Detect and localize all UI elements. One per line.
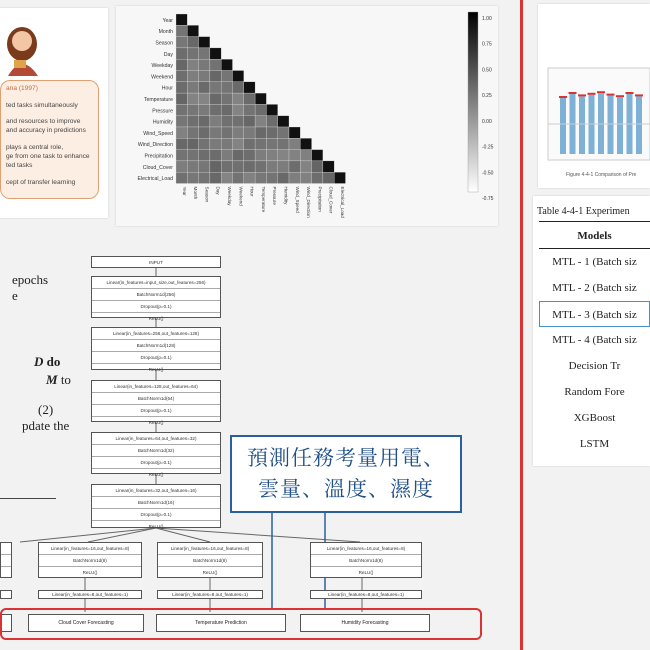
head-linear: Linear(in_features=16,out_features=8) [311,543,421,555]
callout-line-1: 預測任務考量用電、 [247,446,445,470]
head-relu: ReLU() [82,570,98,575]
bar-group [559,91,643,154]
table-row: MTL - 3 (Batch siz [539,301,650,327]
table-header: Models [577,230,612,242]
col-label: Hour [249,186,255,197]
colorbar-tick: 0.75 [482,41,492,48]
chart-marker [607,94,615,96]
head-linear: Linear(in_features=16,out_features=8) [39,543,141,555]
batchnorm-label: BatchNorm1d(64) [92,393,220,405]
table-title: Table 4-4-1 Experimen [537,206,630,217]
callout-box [230,435,462,513]
forecast-temperature: Temperature Prediction [156,614,286,632]
head-batchnorm: BatchNorm1d(8) [39,555,141,567]
layer-block-4 [91,432,221,477]
row-label: Temperature [143,97,173,104]
head-out-label: Linear(in_features=8,out_features=1) [328,592,404,597]
row-label: Weekend [151,74,173,81]
head-batchnorm: BatchNorm1d(8) [158,555,262,567]
row-label: Precipitation [144,153,173,160]
colorbar-tick: -0.25 [482,144,494,151]
chart-bar [560,98,566,154]
relu-label: ReLU() [148,420,164,425]
callout-line-2: 雲量、溫度、濕度 [258,477,434,501]
head-output-3 [310,590,422,599]
chart-marker [635,94,643,96]
row-label: Electrical_Load [137,176,173,183]
col-label: Season [204,186,210,203]
layer-block-2 [91,327,221,370]
batchnorm-label: BatchNorm1d(16) [92,497,220,509]
col-label: Cloud_Cover [328,186,334,214]
chart-bar [579,96,585,154]
col-label: Wind_Direction [306,186,312,218]
row-label: Weekday [151,63,173,70]
bullet-2: and resources to improve [6,118,81,125]
layer-block-3 [91,380,221,425]
chart-marker [616,95,624,97]
bullet-4: plays a central role, [6,144,64,151]
col-label: Wind_Speed [294,186,300,213]
dropout-label: Dropout(p=0.1) [92,301,220,313]
colorbar-tick: 0.00 [482,118,492,125]
head-out-label: Linear(in_features=8,out_features=1) [52,592,128,597]
section-divider [520,0,523,650]
chart-marker [588,93,596,95]
col-label: Precipitation [317,186,323,212]
row-label: Humidity [152,119,173,126]
linear-label: Linear(in_features=128,out_features=64) [92,381,220,393]
forecast-cloud-cover: Cloud Cover Forecasting [28,614,144,632]
layer-block-5 [91,484,221,528]
chart-marker [626,92,634,94]
head-relu: ReLU() [358,570,374,575]
bullet-5: ge from one task to enhance [6,153,90,160]
linear-label: Linear(in_features=input_size,out_features=256) [92,277,220,289]
colorbar-tick: -0.75 [482,196,494,202]
chart-marker [597,91,605,93]
col-label: Year [181,186,187,196]
col-label: Temperature [260,186,266,213]
dropout-label: Dropout(p=0.1) [92,405,220,417]
chart-bar [636,96,642,154]
chart-marker [559,96,567,98]
chart-marker [578,94,586,96]
bullet-7: cept of transfer learning [6,179,76,186]
head-relu: ReLU() [202,570,218,575]
text-line-2: e [12,288,18,303]
dropout-label: Dropout(p=0.1) [92,457,220,469]
linear-label: Linear(in_features=256,out_features=128) [92,328,220,340]
table-row: XGBoost [573,412,616,424]
col-label: Day [215,186,221,195]
relu-label: ReLU() [148,316,164,321]
table-row: MTL - 2 (Batch siz [552,282,637,294]
table-top-rule [539,221,650,222]
text-line-4: M to [46,372,71,387]
task-head-2 [157,542,263,578]
head-out-label: Linear(in_features=8,out_features=1) [172,592,248,597]
layer-block-1 [91,276,221,321]
table-row: Random Fore [564,386,625,398]
row-label: Month [158,29,173,36]
head-output-2 [157,590,263,599]
output-highlight-box [0,608,482,640]
col-label: Electrical_Load [339,186,345,218]
col-label: Weekday [226,186,232,206]
input-node [91,256,221,268]
chart-caption: Figure 4-4-1 Comparison of Pre [566,172,637,178]
batchnorm-label: BatchNorm1d(128) [92,340,220,352]
text-line-6: pdate the [22,418,70,433]
task-head-3 [310,542,422,578]
row-label: Cloud_Cover [142,164,173,171]
chart-bar [617,97,623,154]
row-label: Year [162,17,173,24]
chart-marker [569,92,577,94]
bullet-6: ted tasks [6,162,33,169]
linear-label: Linear(in_features=64,out_features=32) [92,433,220,445]
table-row: Decision Tr [568,360,621,372]
bullet-3: and accuracy in predictions [6,127,86,134]
batchnorm-label: BatchNorm1d(32) [92,445,220,457]
dropout-label: Dropout(p=0.1) [92,352,220,364]
colorbar-tick: 0.50 [482,67,492,74]
head-output-1 [38,590,142,599]
input-label: INPUT [149,260,163,265]
col-label: Humidity [283,186,289,205]
text-line-1: epochs [12,272,49,287]
colorbar-tick: 1.00 [482,16,492,22]
head-out-partial [0,590,12,599]
batchnorm-label: BatchNorm1d(256) [92,289,220,301]
prediction-chart [538,4,650,169]
head-linear: Linear(in_features=16,out_features=8) [158,543,262,555]
colorbar-tick: -0.50 [482,170,494,177]
row-label: Pressure [152,108,173,115]
dropout-label: Dropout(p=0.1) [92,509,220,521]
task-head-1 [38,542,142,578]
table-row: MTL - 4 (Batch siz [552,334,637,346]
colorbar-tick: 0.25 [482,93,492,100]
col-label: Weekend [238,186,244,206]
text-line-3: D do [34,354,61,369]
prediction-chart-card [538,4,650,188]
bullet-1: ted tasks simultaneously [6,102,78,109]
col-label: Pressure [272,186,278,205]
linear-label: Linear(in_features=32,out_features=16) [92,485,220,497]
head-batchnorm: BatchNorm1d(8) [311,555,421,567]
relu-label: ReLU() [148,524,164,529]
row-label: Wind_Speed [143,130,173,137]
row-label: Season [155,40,173,47]
row-label: Hour [161,85,173,92]
row-label: Day [163,51,173,58]
row-label: Wind_Direction [137,142,173,149]
citation: ana (1997) [6,85,38,92]
table-row: LSTM [579,438,610,450]
col-label: Month [193,186,199,200]
results-table-card [533,196,650,466]
relu-label: ReLU() [148,472,164,477]
table-row: MTL - 1 (Batch siz [552,256,637,268]
table-body [539,249,650,457]
forecast-humidity: Humidity Forecasting [300,614,430,632]
text-line-5: (2) [38,402,54,417]
relu-label: ReLU() [148,367,164,372]
chart-bar [608,96,614,154]
head-partial [0,542,12,578]
